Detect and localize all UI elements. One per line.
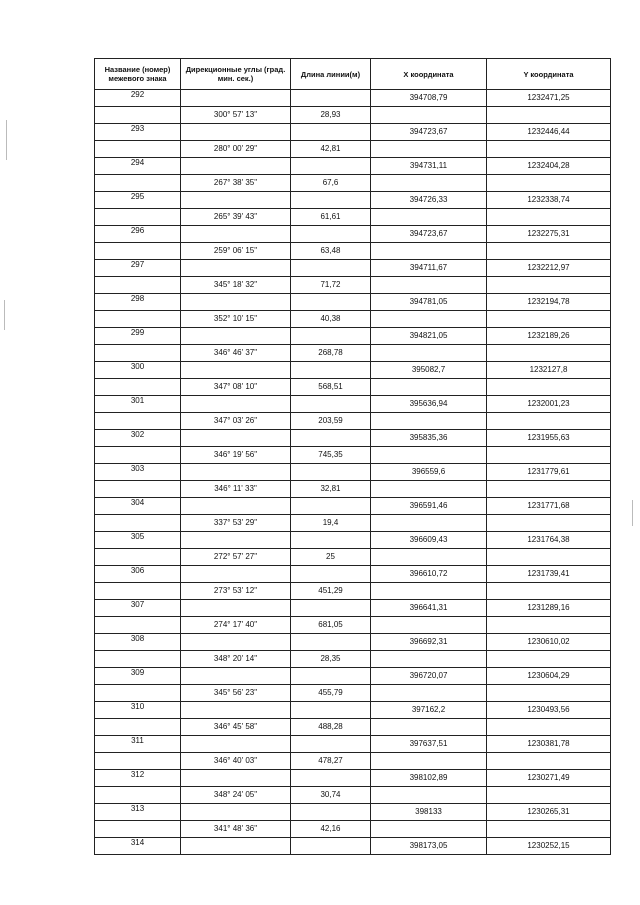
y-coordinate: 1231955,63 [487,430,611,447]
line-length: 32,81 [291,481,371,498]
empty-cell [487,277,611,294]
empty-cell [181,702,291,719]
line-length: 42,81 [291,141,371,158]
point-name: 299 [95,328,181,345]
line-length: 451,29 [291,583,371,600]
y-coordinate: 1232404,28 [487,158,611,175]
x-coordinate: 398102,89 [371,770,487,787]
y-coordinate: 1232001,23 [487,396,611,413]
segment-row [95,821,611,838]
segment-row [95,141,611,158]
bearing-angle: 273° 53' 12" [181,583,291,600]
empty-cell [371,107,487,124]
y-coordinate: 1232471,25 [487,90,611,107]
empty-cell [95,345,181,362]
x-coordinate: 394723,67 [371,124,487,141]
empty-cell [181,464,291,481]
empty-cell [95,549,181,566]
empty-cell [95,515,181,532]
y-coordinate: 1230265,31 [487,804,611,821]
point-row [95,396,611,413]
line-length: 42,16 [291,821,371,838]
empty-cell [487,379,611,396]
empty-cell [371,243,487,260]
empty-cell [371,413,487,430]
empty-cell [291,396,371,413]
point-name: 307 [95,600,181,617]
segment-row [95,447,611,464]
point-name: 306 [95,566,181,583]
bearing-angle: 274° 17' 40" [181,617,291,634]
x-coordinate: 394781,05 [371,294,487,311]
empty-cell [487,107,611,124]
y-coordinate: 1232194,78 [487,294,611,311]
x-coordinate: 395835,36 [371,430,487,447]
empty-cell [487,175,611,192]
empty-cell [487,753,611,770]
x-coordinate: 396559,6 [371,464,487,481]
empty-cell [371,209,487,226]
segment-row [95,617,611,634]
empty-cell [95,787,181,804]
x-coordinate: 396641,31 [371,600,487,617]
point-name: 314 [95,838,181,855]
y-coordinate: 1230381,78 [487,736,611,753]
point-row [95,498,611,515]
empty-cell [181,770,291,787]
empty-cell [291,90,371,107]
scan-edge-mark [6,120,7,160]
empty-cell [487,583,611,600]
point-name: 298 [95,294,181,311]
bearing-angle: 280° 00' 29" [181,141,291,158]
x-coordinate: 396609,43 [371,532,487,549]
y-coordinate: 1231771,68 [487,498,611,515]
empty-cell [371,311,487,328]
bearing-angle: 347° 03' 26" [181,413,291,430]
empty-cell [371,175,487,192]
empty-cell [181,328,291,345]
line-length: 478,27 [291,753,371,770]
line-length: 71,72 [291,277,371,294]
bearing-angle: 272° 57' 27" [181,549,291,566]
empty-cell [181,192,291,209]
x-coordinate: 398133 [371,804,487,821]
empty-cell [95,719,181,736]
empty-cell [291,192,371,209]
empty-cell [487,209,611,226]
empty-cell [95,209,181,226]
line-length: 455,79 [291,685,371,702]
empty-cell [487,243,611,260]
y-coordinate: 1230604,29 [487,668,611,685]
point-row [95,328,611,345]
empty-cell [291,770,371,787]
bearing-angle: 300° 57' 13" [181,107,291,124]
scan-edge-mark [4,300,5,330]
x-coordinate: 398173,05 [371,838,487,855]
line-length: 25 [291,549,371,566]
empty-cell [181,804,291,821]
y-coordinate: 1231739,41 [487,566,611,583]
line-length: 28,35 [291,651,371,668]
point-name: 312 [95,770,181,787]
empty-cell [181,362,291,379]
empty-cell [95,447,181,464]
header-line-length: Длина линии(м) [291,59,371,90]
x-coordinate: 397162,2 [371,702,487,719]
empty-cell [181,736,291,753]
empty-cell [181,294,291,311]
empty-cell [95,821,181,838]
empty-cell [291,838,371,855]
y-coordinate: 1232212,97 [487,260,611,277]
x-coordinate: 396720,07 [371,668,487,685]
empty-cell [95,617,181,634]
point-row [95,192,611,209]
point-row [95,532,611,549]
empty-cell [181,498,291,515]
empty-cell [487,617,611,634]
empty-cell [95,175,181,192]
empty-cell [181,158,291,175]
point-name: 310 [95,702,181,719]
bearing-angle: 267° 38' 35" [181,175,291,192]
point-row [95,838,611,855]
empty-cell [487,447,611,464]
empty-cell [487,345,611,362]
point-name: 294 [95,158,181,175]
empty-cell [181,430,291,447]
line-length: 19,4 [291,515,371,532]
empty-cell [371,753,487,770]
empty-cell [291,124,371,141]
empty-cell [291,498,371,515]
empty-cell [95,379,181,396]
x-coordinate: 394726,33 [371,192,487,209]
segment-row [95,549,611,566]
bearing-angle: 345° 56' 23" [181,685,291,702]
x-coordinate: 394731,11 [371,158,487,175]
point-name: 309 [95,668,181,685]
line-length: 745,35 [291,447,371,464]
point-row [95,668,611,685]
empty-cell [95,651,181,668]
empty-cell [291,328,371,345]
empty-cell [291,566,371,583]
empty-cell [95,583,181,600]
point-name: 295 [95,192,181,209]
empty-cell [181,396,291,413]
point-row [95,362,611,379]
empty-cell [291,736,371,753]
segment-row [95,685,611,702]
point-name: 303 [95,464,181,481]
segment-row [95,787,611,804]
empty-cell [487,311,611,328]
empty-cell [95,243,181,260]
line-length: 61,61 [291,209,371,226]
y-coordinate: 1230610,02 [487,634,611,651]
empty-cell [487,719,611,736]
x-coordinate: 397637,51 [371,736,487,753]
bearing-angle: 265° 39' 43" [181,209,291,226]
line-length: 568,51 [291,379,371,396]
y-coordinate: 1231289,16 [487,600,611,617]
segment-row [95,277,611,294]
scan-edge-mark [632,500,633,526]
point-row [95,294,611,311]
x-coordinate: 394723,67 [371,226,487,243]
bearing-angle: 348° 24' 05" [181,787,291,804]
empty-cell [371,617,487,634]
empty-cell [291,158,371,175]
y-coordinate: 1230271,49 [487,770,611,787]
point-row [95,634,611,651]
empty-cell [371,821,487,838]
segment-row [95,175,611,192]
segment-row [95,345,611,362]
segment-row [95,379,611,396]
bearing-angle: 346° 45' 58" [181,719,291,736]
point-row [95,260,611,277]
line-length: 30,74 [291,787,371,804]
x-coordinate: 396610,72 [371,566,487,583]
segment-row [95,107,611,124]
point-row [95,90,611,107]
y-coordinate: 1232446,44 [487,124,611,141]
point-row [95,566,611,583]
empty-cell [291,260,371,277]
point-row [95,158,611,175]
point-name: 304 [95,498,181,515]
empty-cell [371,583,487,600]
empty-cell [181,532,291,549]
line-length: 40,38 [291,311,371,328]
empty-cell [371,719,487,736]
empty-cell [181,90,291,107]
header-point-name: Название (номер) межевого знака [95,59,181,90]
segment-row [95,413,611,430]
point-name: 308 [95,634,181,651]
empty-cell [95,753,181,770]
empty-cell [95,277,181,294]
bearing-angle: 345° 18' 32" [181,277,291,294]
y-coordinate: 1230252,15 [487,838,611,855]
empty-cell [487,821,611,838]
empty-cell [371,515,487,532]
segment-row [95,209,611,226]
empty-cell [95,481,181,498]
x-coordinate: 396591,46 [371,498,487,515]
empty-cell [291,362,371,379]
header-bearing: Дирекционные углы (град. мин. сек.) [181,59,291,90]
empty-cell [95,685,181,702]
empty-cell [371,685,487,702]
point-row [95,600,611,617]
point-row [95,702,611,719]
empty-cell [371,787,487,804]
table-body [95,90,611,855]
point-name: 296 [95,226,181,243]
segment-row [95,311,611,328]
line-length: 681,05 [291,617,371,634]
point-row [95,804,611,821]
point-name: 302 [95,430,181,447]
point-name: 305 [95,532,181,549]
empty-cell [487,481,611,498]
y-coordinate: 1232338,74 [487,192,611,209]
empty-cell [291,226,371,243]
empty-cell [181,600,291,617]
empty-cell [371,651,487,668]
point-row [95,736,611,753]
point-row [95,464,611,481]
empty-cell [291,464,371,481]
empty-cell [291,702,371,719]
line-length: 63,48 [291,243,371,260]
line-length: 203,59 [291,413,371,430]
empty-cell [487,787,611,804]
bearing-angle: 346° 19' 56" [181,447,291,464]
point-row [95,430,611,447]
point-row [95,124,611,141]
x-coordinate: 394711,67 [371,260,487,277]
segment-row [95,515,611,532]
point-name: 292 [95,90,181,107]
table-header-row [95,59,611,90]
y-coordinate: 1232189,26 [487,328,611,345]
empty-cell [291,634,371,651]
y-coordinate: 1231779,61 [487,464,611,481]
bearing-angle: 346° 11' 33" [181,481,291,498]
empty-cell [487,413,611,430]
segment-row [95,753,611,770]
empty-cell [95,141,181,158]
y-coordinate: 1231764,38 [487,532,611,549]
empty-cell [291,532,371,549]
point-name: 311 [95,736,181,753]
empty-cell [371,277,487,294]
empty-cell [371,379,487,396]
empty-cell [487,549,611,566]
empty-cell [181,124,291,141]
x-coordinate: 396692,31 [371,634,487,651]
point-name: 313 [95,804,181,821]
header-x-coordinate: X координата [371,59,487,90]
point-name: 300 [95,362,181,379]
bearing-angle: 352° 10' 15" [181,311,291,328]
point-row [95,226,611,243]
point-name: 301 [95,396,181,413]
bearing-angle: 346° 40' 03" [181,753,291,770]
point-name: 297 [95,260,181,277]
bearing-angle: 259° 06' 15" [181,243,291,260]
y-coordinate: 1232275,31 [487,226,611,243]
empty-cell [95,107,181,124]
segment-row [95,583,611,600]
line-length: 67,6 [291,175,371,192]
empty-cell [181,226,291,243]
empty-cell [291,600,371,617]
line-length: 28,93 [291,107,371,124]
empty-cell [371,447,487,464]
point-row [95,770,611,787]
bearing-angle: 347° 08' 10" [181,379,291,396]
empty-cell [487,515,611,532]
y-coordinate: 1230493,56 [487,702,611,719]
point-name: 293 [95,124,181,141]
bearing-angle: 348° 20' 14" [181,651,291,668]
bearing-angle: 341° 48' 36" [181,821,291,838]
line-length: 268,78 [291,345,371,362]
empty-cell [487,685,611,702]
segment-row [95,243,611,260]
x-coordinate: 395082,7 [371,362,487,379]
boundary-coordinates-table [94,58,611,855]
empty-cell [291,668,371,685]
empty-cell [371,549,487,566]
bearing-angle: 337° 53' 29" [181,515,291,532]
empty-cell [181,634,291,651]
header-y-coordinate: Y координата [487,59,611,90]
empty-cell [371,141,487,158]
segment-row [95,651,611,668]
segment-row [95,719,611,736]
empty-cell [181,566,291,583]
empty-cell [371,481,487,498]
x-coordinate: 395636,94 [371,396,487,413]
empty-cell [291,294,371,311]
y-coordinate: 1232127,8 [487,362,611,379]
empty-cell [487,141,611,158]
empty-cell [291,804,371,821]
x-coordinate: 394708,79 [371,90,487,107]
empty-cell [371,345,487,362]
empty-cell [181,668,291,685]
empty-cell [95,413,181,430]
empty-cell [291,430,371,447]
line-length: 488,28 [291,719,371,736]
empty-cell [181,260,291,277]
bearing-angle: 346° 46' 37" [181,345,291,362]
empty-cell [95,311,181,328]
segment-row [95,481,611,498]
empty-cell [487,651,611,668]
x-coordinate: 394821,05 [371,328,487,345]
empty-cell [181,838,291,855]
